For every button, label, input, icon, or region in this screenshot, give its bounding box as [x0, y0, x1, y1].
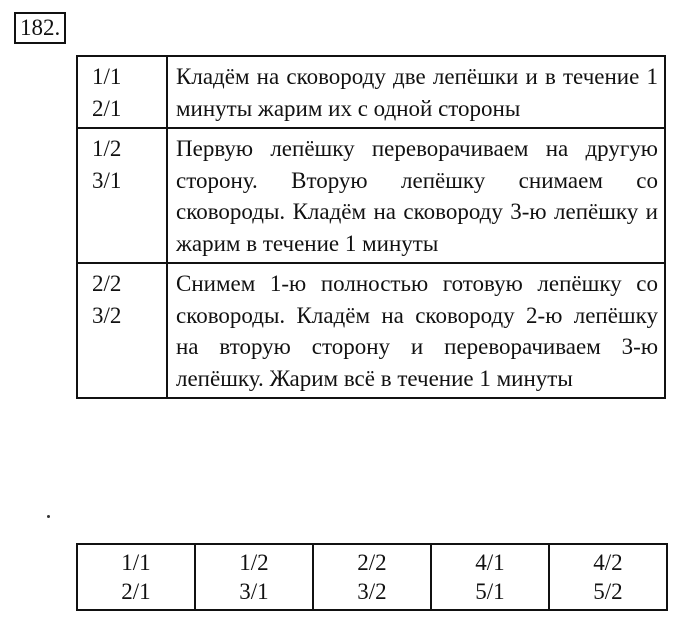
- step-code: 1/1: [92, 64, 122, 89]
- summary-code: 2/1: [121, 579, 151, 604]
- summary-code: 5/1: [475, 579, 505, 604]
- step-code: 3/1: [92, 167, 122, 193]
- step-description: Кладём на сковороду две лепёшки и в течение 1 минуты жарим их с одной стороны: [167, 56, 665, 128]
- stray-dot: [47, 515, 50, 518]
- step-codes: [77, 263, 167, 398]
- summary-code: 4/1: [475, 550, 505, 575]
- step-code: 2/2: [92, 271, 122, 296]
- summary-code: 2/2: [357, 550, 387, 575]
- step-code: 3/2: [92, 302, 122, 328]
- summary-row: [77, 544, 667, 610]
- summary-cell-3: [313, 544, 431, 610]
- step-codes: [77, 128, 167, 263]
- step-codes: [77, 56, 167, 128]
- summary-code: 4/2: [593, 550, 623, 575]
- summary-cell-2: [195, 544, 313, 610]
- step-code: 2/1: [92, 95, 122, 121]
- problem-number: 182.: [14, 12, 66, 44]
- step-code: 1/2: [92, 136, 122, 161]
- step-description: Снимем 1-ю полностью готовую лепёшку со сковороды. Кладём на сковороду 2-ю лепёшку на вторую сторону и переворачиваем 3-ю лепёшку. Жарим всё в течение 1 минуты: [167, 263, 665, 398]
- step-row-1: [77, 56, 665, 128]
- summary-code: 1/1: [121, 550, 151, 575]
- summary-code: 3/1: [239, 579, 269, 604]
- summary-code: 3/2: [357, 579, 387, 604]
- step-row-2: [77, 128, 665, 263]
- summary-cell-4: [431, 544, 549, 610]
- summary-cell-1: [77, 544, 195, 610]
- summary-code: 1/2: [239, 550, 269, 575]
- step-row-3: [77, 263, 665, 398]
- steps-table: [76, 55, 666, 399]
- summary-code: 5/2: [593, 579, 623, 604]
- summary-table: [76, 543, 668, 611]
- summary-cell-5: [549, 544, 667, 610]
- step-description: Первую лепёшку переворачиваем на другую сторону. Вторую лепёшку снимаем со сковороды. Кладём на сковороду 3-ю лепёшку и жарим в течение 1 минуты: [167, 128, 665, 263]
